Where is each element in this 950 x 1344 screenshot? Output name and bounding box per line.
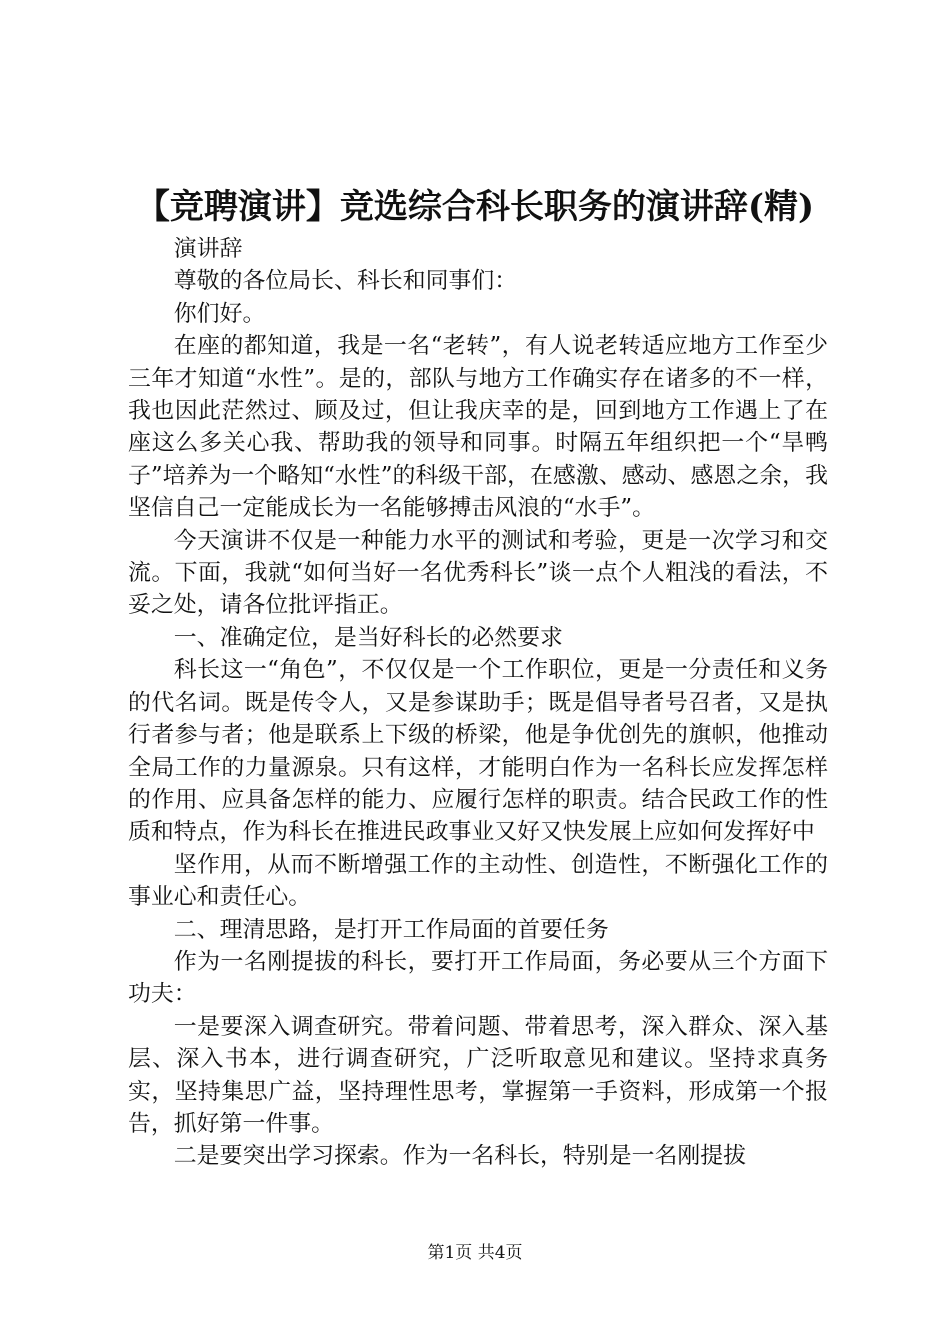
page-footer: 第1页 共4页 <box>427 1243 523 1263</box>
paragraph: 你们好。 <box>173 300 266 327</box>
document-title: 【竞聘演讲】竞选综合科长职务的演讲辞(精) <box>135 187 815 227</box>
paragraph: 在座的都知道，我是一名“老转”，有人说老转适应地方工作至少三年才知道“水性”。是的，部队与地方工作确实存在诸多的不一样，我也因此茫然过、顾及过，但让我庆幸的是，回到地方工作遇上了在座这么多关心我、帮助我的领导和同事。时隔五年组织把一个“旱鸭子”培养为一个略知“水性”的科级干部，在感激、感动、感恩之余，我坚信自己一定能成长为一名能够搏击风浪的“水手”。 <box>128 333 828 522</box>
paragraph: 一是要深入调查研究。带着问题、带着思考，深入群众、深入基层、深入书本，进行调查研究，广泛听取意见和建议。坚持求真务实，坚持集思广益，坚持理性思考，掌握第一手资料，形成第一个报告，抓好第一件事。 <box>128 1013 828 1137</box>
paragraph: 坚作用，从而不断增强工作的主动性、创造性，不断强化工作的事业心和责任心。 <box>128 851 828 911</box>
document-body <box>128 233 828 1173</box>
paragraph: 二是要突出学习探索。作为一名科长，特别是一名刚提拔 <box>173 1143 747 1170</box>
paragraph: 尊敬的各位局长、科长和同事们： <box>173 268 518 295</box>
paragraph: 科长这一“角色”，不仅仅是一个工作职位，更是一分责任和义务的代名词。既是传令人，又是参谋助手；既是倡导者号召者，又是执行者参与者；他是联系上下级的桥梁，他是争优创先的旗帜，他推动全局工作的力量源泉。只有这样，才能明白作为一名科长应发挥怎样的作用、应具备怎样的能力、应履行怎样的职责。结合民政工作的性质和特点，作为科长在推进民政事业又好又快发展上应如何发挥好中 <box>128 657 828 846</box>
section-heading: 二、理清思路，是打开工作局面的首要任务 <box>173 916 609 943</box>
paragraph: 作为一名刚提拔的科长，要打开工作局面，务必要从三个方面下功夫： <box>128 948 828 1008</box>
paragraph: 今天演讲不仅是一种能力水平的测试和考验，更是一次学习和交流。下面，我就“如何当好一名优秀科长”谈一点个人粗浅的看法，不妥之处，请各位批评指正。 <box>128 527 828 619</box>
paragraph: 演讲辞 <box>173 236 243 262</box>
section-heading: 一、准确定位，是当好科长的必然要求 <box>173 624 563 651</box>
